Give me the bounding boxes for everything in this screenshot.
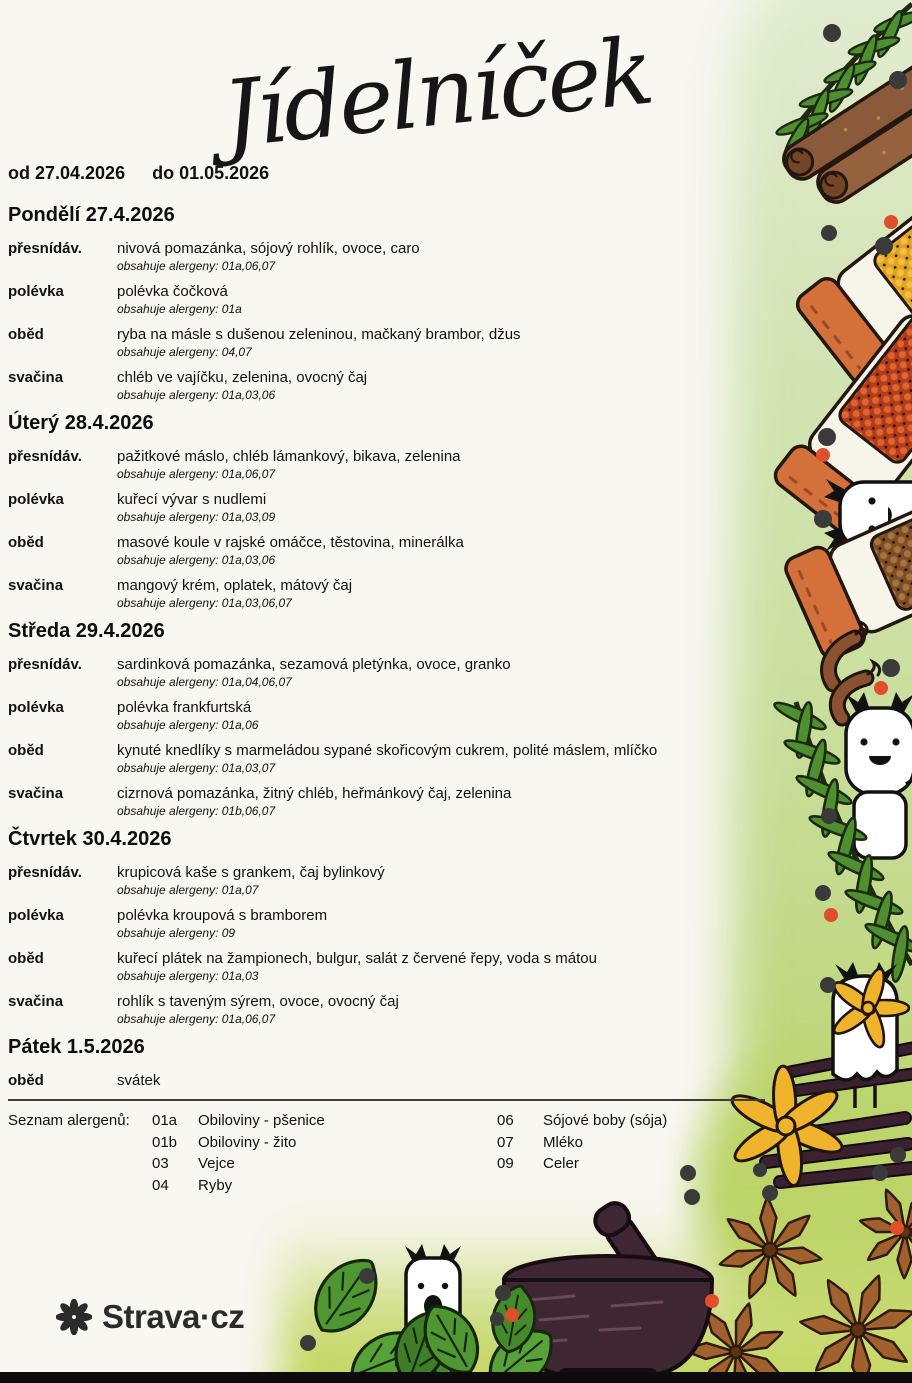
course-label: svačina xyxy=(8,369,64,386)
course-allergens: obsahuje alergeny: 01a,03,07 xyxy=(117,761,276,775)
course-allergens: obsahuje alergeny: 01b,06,07 xyxy=(117,804,276,818)
course-label: přesnídáv. xyxy=(8,656,82,673)
course-allergens: obsahuje alergeny: 01a,03 xyxy=(117,969,259,983)
date-range xyxy=(8,163,269,184)
course-allergens: obsahuje alergeny: 04,07 xyxy=(117,345,252,359)
course-row xyxy=(8,864,765,898)
course-text: kuřecí plátek na žampionech, bulgur, salát z červené řepy, voda s mátou xyxy=(117,950,597,967)
course-label: svačina xyxy=(8,577,64,594)
allergen-list xyxy=(8,1110,765,1210)
course-text: polévka kroupová s bramborem xyxy=(117,907,328,924)
date-from: od 27.04.2026 xyxy=(8,163,126,183)
course-label: polévka xyxy=(8,491,64,508)
course-allergens: obsahuje alergeny: 01a,03,06,07 xyxy=(117,596,292,610)
course-text: nivová pomazánka, sójový rohlík, ovoce, caro xyxy=(117,240,420,257)
allergen-list-label: Seznam alergenů: xyxy=(8,1112,130,1129)
course-allergens: obsahuje alergeny: 01a,06,07 xyxy=(117,467,276,481)
day-heading: Pátek 1.5.2026 xyxy=(8,1036,145,1058)
day-heading: Středa 29.4.2026 xyxy=(8,620,165,642)
course-row xyxy=(8,577,765,611)
course-allergens: obsahuje alergeny: 01a,03,09 xyxy=(117,510,276,524)
course-label: polévka xyxy=(8,907,64,924)
course-allergens: obsahuje alergeny: 01a,03,06 xyxy=(117,388,276,402)
flower-asterisk-icon xyxy=(56,1299,92,1335)
date-to: do 01.05.2026 xyxy=(152,163,270,183)
allergen-item: 01a Obiloviny - pšenice xyxy=(152,1112,325,1129)
course-allergens: obsahuje alergeny: 01a,04,06,07 xyxy=(117,675,292,689)
allergen-item: 06 Sójové boby (sója) xyxy=(497,1112,668,1129)
course-text: polévka čočková xyxy=(117,283,228,300)
course-row xyxy=(8,448,765,482)
day-section-friday xyxy=(8,1036,765,1090)
allergen-item: 09 Celer xyxy=(497,1155,579,1172)
course-text: chléb ve vajíčku, zelenina, ovocný čaj xyxy=(117,369,368,386)
page-title: Jídelníček xyxy=(217,17,657,169)
course-allergens: obsahuje alergeny: 01a xyxy=(117,302,242,316)
day-section-monday xyxy=(8,204,765,403)
course-row xyxy=(8,699,765,733)
course-label: polévka xyxy=(8,283,64,300)
allergen-item: 03 Vejce xyxy=(152,1155,235,1172)
course-row xyxy=(8,907,765,941)
strava-logo xyxy=(56,1298,244,1336)
course-allergens: obsahuje alergeny: 09 xyxy=(117,926,236,940)
course-text: mangový krém, oplatek, mátový čaj xyxy=(117,577,353,594)
course-text: rohlík s taveným sýrem, ovoce, ovocný čaj xyxy=(117,993,399,1010)
allergen-column-1 xyxy=(152,1110,325,1196)
course-row xyxy=(8,993,765,1027)
divider-line xyxy=(8,1099,765,1101)
course-text: svátek xyxy=(117,1072,161,1089)
course-text: polévka frankfurtská xyxy=(117,699,252,716)
bottom-bar xyxy=(0,1372,912,1383)
course-row xyxy=(8,785,765,819)
course-row xyxy=(8,491,765,525)
course-text: kynuté knedlíky s marmeládou sypané skořicovým cukrem, polité máslem, mlíčko xyxy=(117,742,658,759)
course-label: přesnídáv. xyxy=(8,240,82,257)
course-row xyxy=(8,240,765,274)
course-label: přesnídáv. xyxy=(8,448,82,465)
course-label: svačina xyxy=(8,785,64,802)
course-allergens: obsahuje alergeny: 01a,06,07 xyxy=(117,259,276,273)
day-section-tuesday xyxy=(8,412,765,611)
course-row xyxy=(8,742,765,776)
course-text: krupicová kaše s grankem, čaj bylinkový xyxy=(117,864,385,881)
logo-text: Strava·cz xyxy=(102,1298,245,1335)
course-allergens: obsahuje alergeny: 01a,07 xyxy=(117,883,259,897)
course-text: sardinková pomazánka, sezamová pletýnka, ovoce, granko xyxy=(117,656,511,673)
course-label: svačina xyxy=(8,993,64,1010)
day-section-wednesday xyxy=(8,620,765,819)
course-allergens: obsahuje alergeny: 01a,03,06 xyxy=(117,553,276,567)
course-label: oběd xyxy=(8,950,44,967)
course-row xyxy=(8,283,765,317)
allergen-item: 07 Mléko xyxy=(497,1133,584,1151)
course-allergens: obsahuje alergeny: 01a,06 xyxy=(117,718,259,732)
course-row xyxy=(8,369,765,403)
course-text: pažitkové máslo, chléb lámankový, bikava, zelenina xyxy=(117,448,461,465)
course-label: oběd xyxy=(8,742,44,759)
allergen-item: 01b Obiloviny - žito xyxy=(152,1133,297,1151)
allergen-column-2 xyxy=(497,1110,667,1175)
allergen-item: 04 Ryby xyxy=(152,1176,233,1194)
course-label: oběd xyxy=(8,1072,44,1089)
day-heading: Úterý 28.4.2026 xyxy=(8,412,154,434)
day-section-thursday xyxy=(8,828,765,1027)
course-text: kuřecí vývar s nudlemi xyxy=(117,491,267,508)
day-heading: Čtvrtek 30.4.2026 xyxy=(8,828,172,850)
course-label: polévka xyxy=(8,699,64,716)
course-label: oběd xyxy=(8,534,44,551)
course-row xyxy=(8,656,765,690)
course-row xyxy=(8,326,765,360)
course-text: cizrnová pomazánka, žitný chléb, heřmánkový čaj, zelenina xyxy=(117,785,512,802)
course-row xyxy=(8,950,765,984)
course-label: přesnídáv. xyxy=(8,864,82,881)
day-heading: Pondělí 27.4.2026 xyxy=(8,204,175,226)
menu-days xyxy=(8,204,765,1210)
course-row xyxy=(8,534,765,568)
course-row xyxy=(8,1072,765,1090)
course-text: masové koule v rajské omáčce, těstovina, minerálka xyxy=(117,534,464,551)
course-text: ryba na másle s dušenou zeleninou, mačkaný brambor, džus xyxy=(117,326,521,343)
course-allergens: obsahuje alergeny: 01a,06,07 xyxy=(117,1012,276,1026)
course-label: oběd xyxy=(8,326,44,343)
